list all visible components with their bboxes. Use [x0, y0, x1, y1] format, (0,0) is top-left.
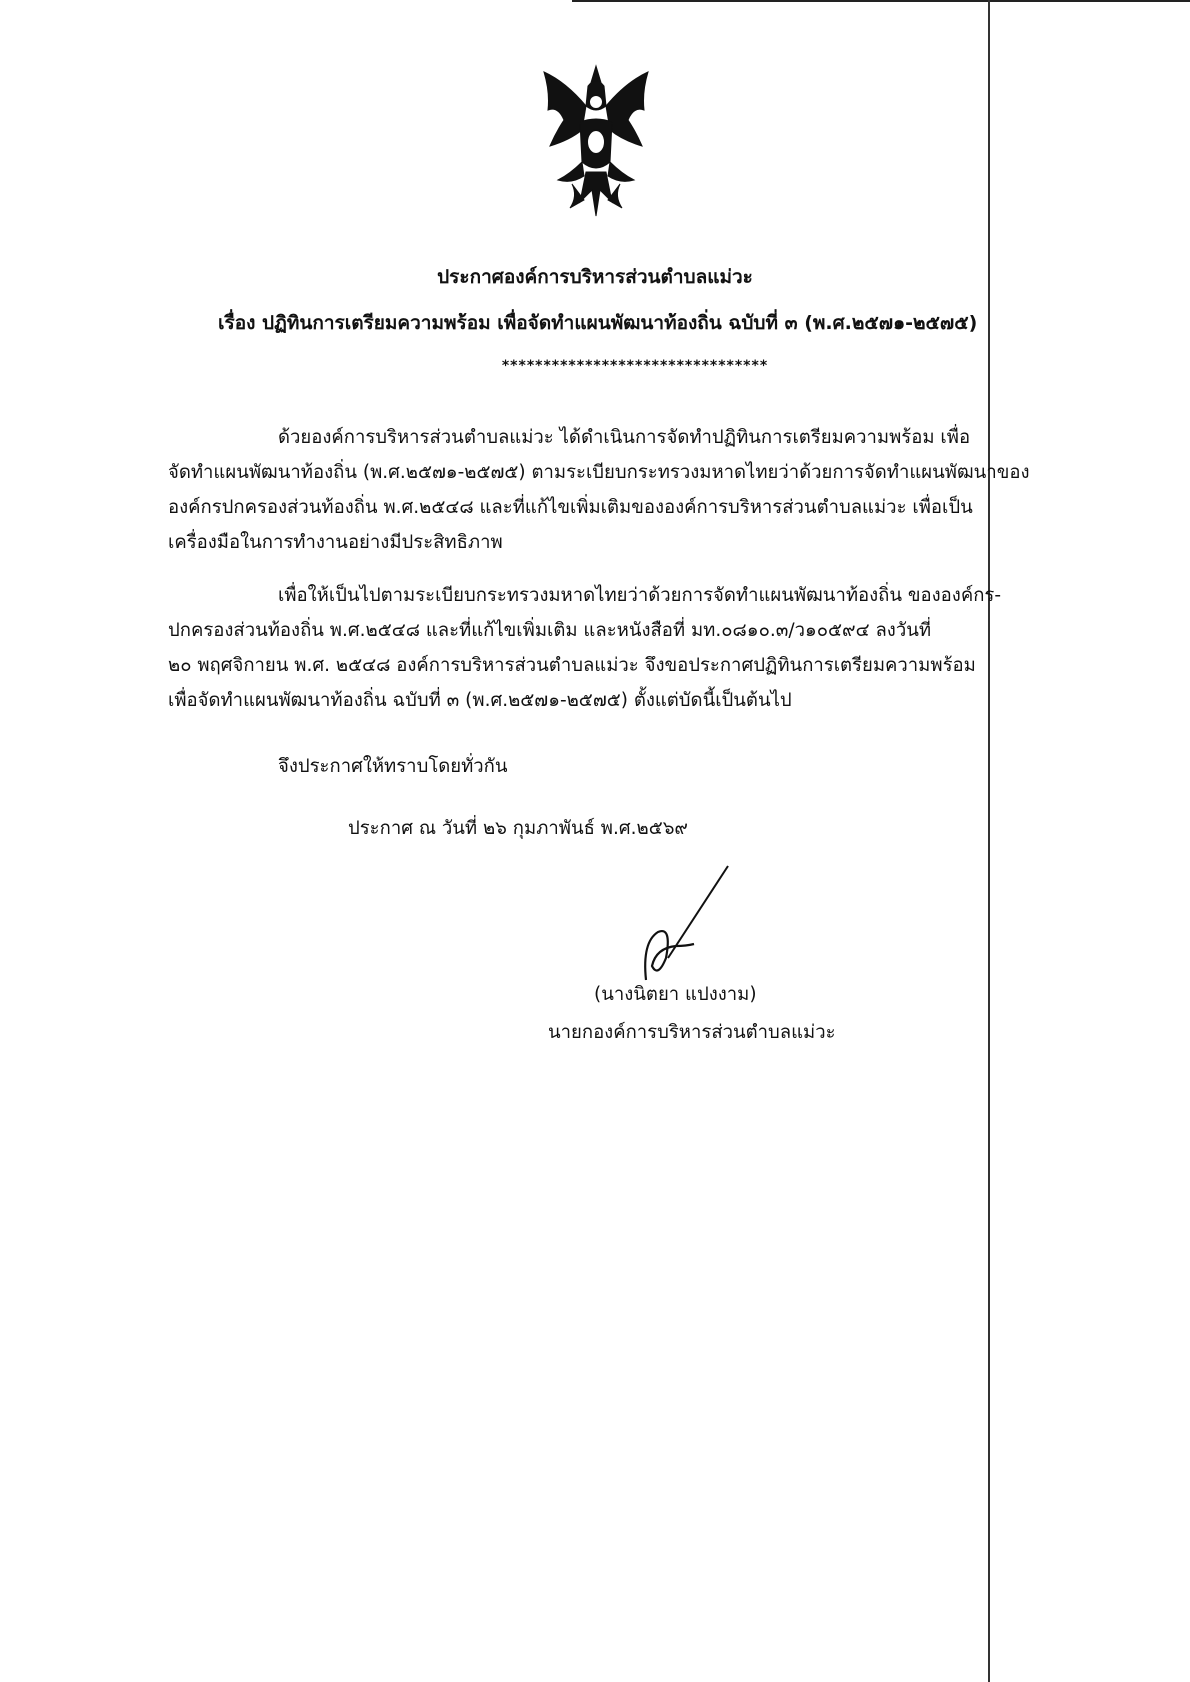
- closing-statement: จึงประกาศให้ทราบโดยทั่วกัน: [278, 756, 508, 777]
- handwritten-signature: [628, 862, 738, 982]
- paragraph-line: ปกครองส่วนท้องถิ่น พ.ศ.๒๕๔๘ และที่แก้ไขเพิ่มเติม และหนังสือที่ มท.๐๘๑๐.๓/ว๑๐๕๙๔ ลงวันที่: [168, 620, 932, 641]
- paragraph-line: เครื่องมือในการทำงานอย่างมีประสิทธิภาพ: [168, 532, 503, 553]
- paragraph-line: องค์กรปกครองส่วนท้องถิ่น พ.ศ.๒๕๔๘ และที่แก้ไขเพิ่มเติมขององค์การบริหารส่วนตำบลแม่วะ เพื่อเป็น: [168, 497, 973, 518]
- separator-line: ********************************: [501, 358, 769, 374]
- paragraph-line: จัดทำแผนพัฒนาท้องถิ่น (พ.ศ.๒๕๗๑-๒๕๗๕) ตามระเบียบกระทรวงมหาดไทยว่าด้วยการจัดทำแผนพัฒนาของ: [168, 462, 1030, 483]
- paragraph-announcement: [168, 578, 1001, 718]
- paragraph-line: ๒๐ พฤศจิกายน พ.ศ. ๒๕๔๘ องค์การบริหารส่วนตำบลแม่วะ จึงขอประกาศปฏิทินการเตรียมความพร้อม: [168, 655, 976, 676]
- garuda-emblem-icon: [536, 62, 656, 222]
- signer-title: นายกองค์การบริหารส่วนตำบลแม่วะ: [548, 1022, 836, 1043]
- document-title: ประกาศองค์การบริหารส่วนตำบลแม่วะ: [437, 266, 753, 288]
- signer-name: (นางนิตยา แปงงาม): [594, 984, 757, 1005]
- announcement-date: ประกาศ ณ วันที่ ๒๖ กุมภาพันธ์ พ.ศ.๒๕๖๙: [348, 818, 688, 839]
- paragraph-line: เพื่อจัดทำแผนพัฒนาท้องถิ่น ฉบับที่ ๓ (พ.ศ.๒๕๗๑-๒๕๗๕) ตั้งแต่บัดนี้เป็นต้นไป: [168, 690, 792, 711]
- paragraph-intro: [168, 420, 1030, 560]
- paragraph-line: เพื่อให้เป็นไปตามระเบียบกระทรวงมหาดไทยว่าด้วยการจัดทำแผนพัฒนาท้องถิ่น ขององค์กร-: [278, 585, 1002, 606]
- scan-edge-right: [988, 0, 990, 1682]
- paragraph-line: ด้วยองค์การบริหารส่วนตำบลแม่วะ ได้ดำเนินการจัดทำปฏิทินการเตรียมความพร้อม เพื่อ: [278, 427, 971, 448]
- scan-edge-top: [572, 0, 1190, 2]
- document-subject: เรื่อง ปฏิทินการเตรียมความพร้อม เพื่อจัดทำแผนพัฒนาท้องถิ่น ฉบับที่ ๓ (พ.ศ.๒๕๗๑-๒๕๗๕): [218, 312, 978, 334]
